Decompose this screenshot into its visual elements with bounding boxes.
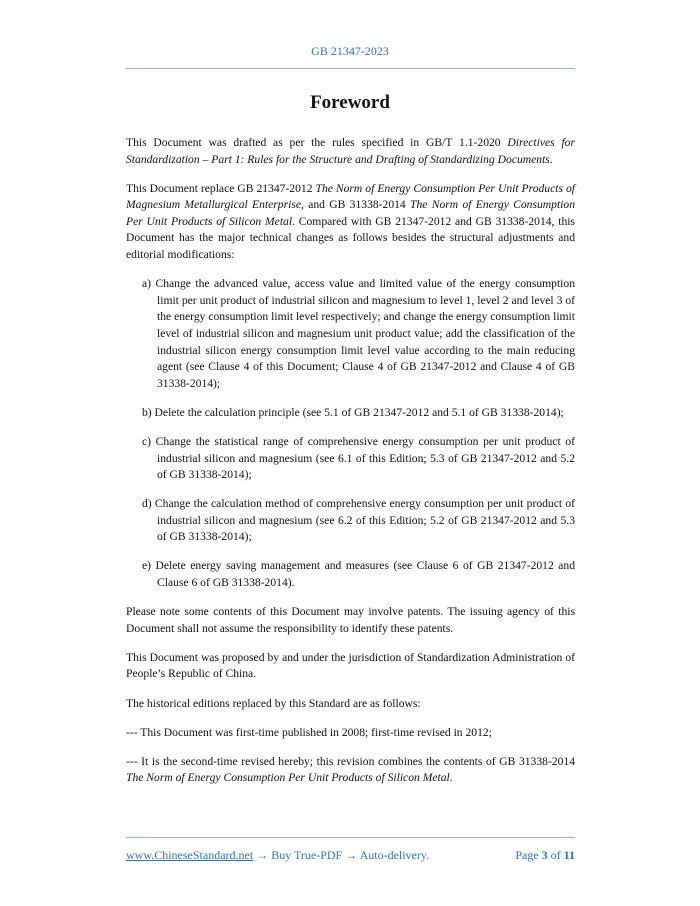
- paragraph-history-2: [126, 754, 575, 787]
- promo-text: → Buy True-PDF → Auto-delivery.: [253, 848, 430, 862]
- page-label: Page: [515, 848, 542, 862]
- paragraph-history-1: --- This Document was first-time published in 2008; first-time revised in 2012;: [126, 725, 492, 739]
- footer-promo: [126, 848, 429, 863]
- document-body: [126, 135, 575, 799]
- text: --- It is the second-time revised hereby; this revision combines the contents of GB 31338-2014: [126, 754, 575, 768]
- text: This Document was drafted as per the rules specified in GB/T 1.1-2020: [126, 136, 508, 149]
- text: .: [549, 152, 553, 166]
- paragraph-history-intro: The historical editions replaced by this Standard are as follows:: [126, 696, 421, 710]
- list-item: e) Delete energy saving management and measures (see Clause 6 of GB 21347-2012 and Clause 6 of GB 31338-2014).: [142, 559, 575, 590]
- current-page: 3: [541, 848, 548, 862]
- paragraph-replacement: [126, 181, 575, 264]
- text: . Compared with GB 21347-2012 and GB 31338-2014, this Document has the major technical changes as follows besides the structural adjustments and editorial modifications:: [126, 214, 575, 262]
- paragraph-drafting-rules: [126, 135, 575, 168]
- text: , and GB 31338-2014: [301, 198, 411, 212]
- running-header: GB 21347-2023: [311, 44, 389, 58]
- paragraph-patents: Please note some contents of this Document may involve patents. The issuing agency of this Document shall not assume the responsibility to identify these patents.: [126, 605, 575, 635]
- cited-title: The Norm of Energy Consumption Per Unit Products of Magnesium Metallurgical Enterprise: [126, 181, 576, 212]
- text: This Document replace GB 21347-2012: [126, 181, 316, 195]
- footer-divider: [126, 837, 575, 838]
- list-item: c) Change the statistical range of comprehensive energy consumption per unit product of industrial silicon and magnesium (see 6.1 of this Edition; 5.3 of GB 21347-2012 and 5.2 of GB 31338-2014);: [142, 434, 575, 482]
- of-label: of: [547, 848, 564, 862]
- cited-title: The Norm of Energy Consumption Per Unit Products of Silicon Metal: [126, 771, 450, 785]
- page-title: Foreword: [310, 92, 390, 113]
- cited-title: Directives for Standardization – Part 1: Rules for the Structure and Drafting of Standardizing Documents: [126, 136, 575, 166]
- website-link[interactable]: www.ChineseStandard.net: [126, 848, 254, 862]
- list-item: a) Change the advanced value, access value and limited value of the energy consumption limit per unit product of industrial silicon and magnesium to level 1, level 2 and level 3 of the energy consumption limit level respectively; and change the energy consumption limit level of industrial silicon and magnesium unit product value; add the classification of the industrial silicon energy consumption limit level value according to the main reducing agent (see Clause 4 of this Document; Clause 4 of GB 21347-2012 and Clause 4 of GB 31338-2014);: [142, 277, 575, 390]
- text: .: [449, 771, 453, 785]
- cited-title: The Norm of Energy Consumption Per Unit Products of Silicon Metal: [126, 198, 575, 228]
- list-item: d) Change the calculation method of comprehensive energy consumption per unit product of industrial silicon and magnesium (see 6.2 of this Edition; 5.2 of GB 21347-2012 and 5.3 of GB 31338-2014);: [142, 497, 575, 544]
- header-divider: [126, 68, 575, 69]
- page-number: [515, 848, 575, 863]
- list-item: b) Delete the calculation principle (see 5.1 of GB 21347-2012 and 5.1 of GB 31338-2014);: [142, 405, 564, 419]
- paragraph-jurisdiction: This Document was proposed by and under the jurisdiction of Standardization Administration of People’s Republic of China.: [126, 650, 575, 681]
- total-pages: 11: [563, 848, 575, 862]
- page-footer: [126, 848, 575, 863]
